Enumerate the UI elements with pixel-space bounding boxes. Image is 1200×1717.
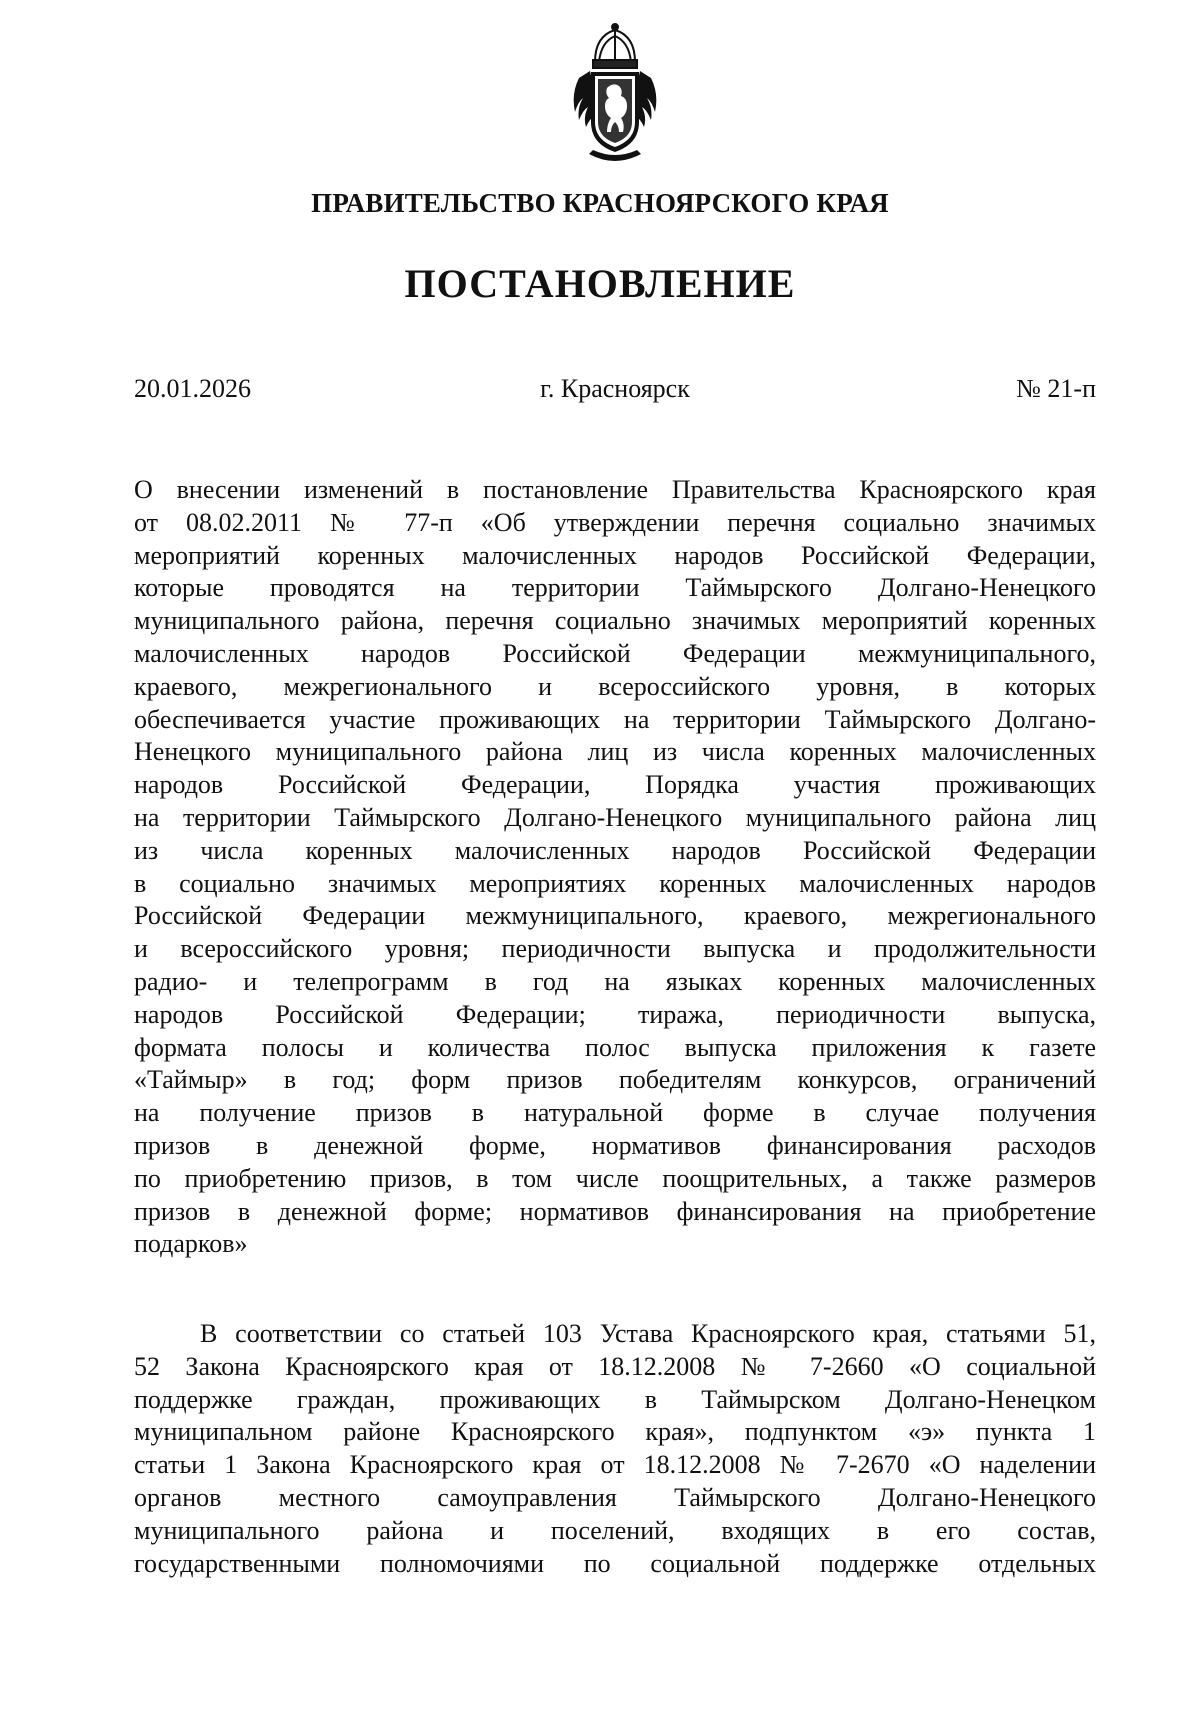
subject-line: краевого, межрегионального и всероссийского уровня, в которых (134, 671, 1096, 701)
subject-line: муниципального района, перечня социально значимых мероприятий коренных (134, 606, 1096, 636)
subject-line: подарков» (134, 1229, 248, 1259)
body-line: поддержке граждан, проживающих в Таймырском Долгано-Ненецком (134, 1384, 1096, 1414)
body-line: муниципального района и поселений, входящих в его состав, (134, 1515, 1096, 1545)
subject-line: в социально значимых мероприятиях коренных малочисленных народов (134, 868, 1096, 898)
subject-line: на территории Таймырского Долгано-Ненецкого муниципального района лиц (134, 802, 1096, 832)
subject-line: призов в денежной форме; нормативов финансирования на приобретение (134, 1196, 1096, 1226)
coat-of-arms-icon (565, 22, 665, 170)
subject-line: Российской Федерации межмуниципального, краевого, межрегионального (134, 901, 1096, 931)
subject-line: О внесении изменений в постановление Правительства Красноярского края (134, 475, 1096, 504)
subject-line: формата полосы и количества полос выпуска приложения к газете (134, 1032, 1096, 1062)
document-city: г. Красноярск (540, 374, 690, 403)
document-subject (134, 474, 1096, 1261)
body-line: государственными полномочиями по социальной поддержке отдельных (134, 1548, 1096, 1578)
subject-line: Ненецкого муниципального района лиц из числа коренных малочисленных (134, 737, 1096, 767)
subject-line: которые проводятся на территории Таймырского Долгано-Ненецкого (134, 573, 1096, 603)
subject-line: и всероссийского уровня; периодичности выпуска и продолжительности (134, 934, 1096, 964)
subject-line: на получение призов в натуральной форме в случае получения (134, 1098, 1096, 1128)
body-line: статьи 1 Закона Красноярского края от 18.12.2008 № 7-2670 «О наделении (134, 1450, 1096, 1480)
body-line: 52 Закона Красноярского края от 18.12.2008 № 7-2660 «О социальной (134, 1351, 1096, 1381)
issuing-authority: ПРАВИТЕЛЬСТВО КРАСНОЯРСКОГО КРАЯ (311, 188, 889, 218)
subject-line: по приобретению призов, в том числе поощрительных, а также размеров (134, 1163, 1096, 1193)
document-type-title: ПОСТАНОВЛЕНИЕ (404, 261, 796, 306)
subject-line: народов Российской Федерации, Порядка участия проживающих (134, 770, 1096, 800)
subject-line: от 08.02.2011 № 77-п «Об утверждении перечня социально значимых (134, 507, 1096, 537)
subject-line: обеспечивается участие проживающих на территории Таймырского Долгано- (134, 704, 1096, 734)
document-number: № 21-п (1016, 374, 1096, 403)
subject-line: малочисленных народов Российской Федерации межмуниципального, (134, 638, 1096, 668)
subject-line: радио- и телепрограмм в год на языках коренных малочисленных (134, 966, 1096, 996)
subject-line: призов в денежной форме, нормативов финансирования расходов (134, 1130, 1096, 1160)
subject-line: «Таймыр» в год; форм призов победителям конкурсов, ограничений (134, 1065, 1096, 1095)
document-date: 20.01.2026 (134, 374, 251, 403)
body-line: В соответствии со статьей 103 Устава Красноярского края, статьями 51, (200, 1319, 1096, 1348)
preamble-paragraph (134, 1318, 1096, 1580)
subject-line: из числа коренных малочисленных народов Российской Федерации (134, 835, 1096, 865)
subject-line: народов Российской Федерации; тиража, периодичности выпуска, (134, 999, 1096, 1029)
subject-line: мероприятий коренных малочисленных народов Российской Федерации, (134, 540, 1096, 570)
body-line: муниципальном районе Красноярского края», подпунктом «э» пункта 1 (134, 1417, 1096, 1447)
body-line: органов местного самоуправления Таймырского Долгано-Ненецкого (134, 1482, 1096, 1512)
